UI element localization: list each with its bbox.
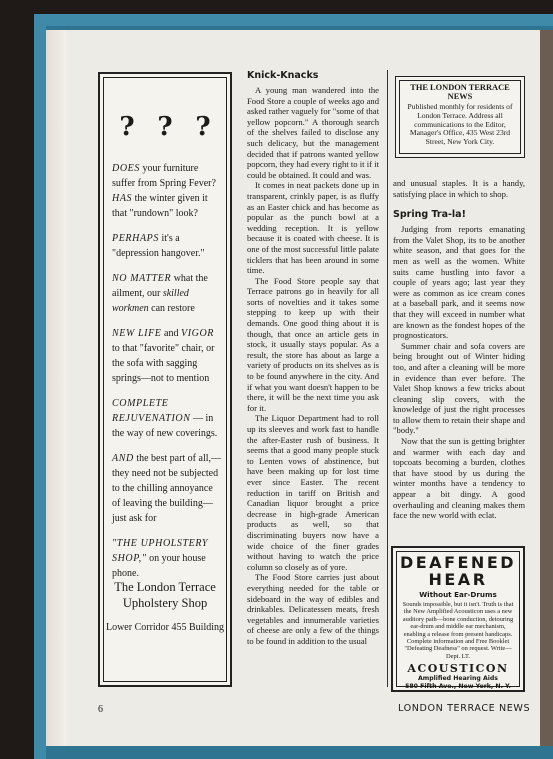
running-footer: LONDON TERRACE NEWS (398, 703, 531, 714)
article-paragraph: It comes in neat packets done up in transparent, crinkly paper, is as fluffy as an Easter chick and has become as popular as the punch bowl at a wedding reception. It is yellow because it is coated with cheese. It is one of the most successful little palate ticklers that has been around in some time. (247, 180, 379, 276)
right-column (393, 178, 525, 521)
shop-name: The London Terrace Upholstery Shop (114, 580, 216, 610)
article-paragraph: Judging from reports emanating from the Valet Shop, its to be another white season, and that goes for the men as well as the women. White suits came hustling into favor a couple of years ago; last year they were as common as ice cream cones at a baseball park, and it seems now that they will exceed in number what are known as the fondest hopes of the prognosticators. (393, 224, 525, 341)
article-paragraph: The Food Store carries just about everything needed for the table or sideboard in the way of edibles and drinkables. Delicatessen meats, fresh vegetables and innumerable varieties of cheese are only a few of the things to be found in addition to the usual (247, 572, 379, 646)
article-continuation: and unusual staples. It is a handy, satisfying place in which to shop. (393, 178, 525, 199)
ad-address: 580 Fifth Ave., New York, N. Y. (405, 682, 511, 690)
ad-paragraph: NEW LIFE and VIGOR to that "favorite" chair, or the sofa with sagging springs—not to mention (112, 328, 215, 384)
article-paragraph: Now that the sun is getting brighter and warmer with each day and topcoats becoming a burden, clothes that have stood by us during the winter months have a tendency to appear a bit dingy. A good overhauling and cleaning makes them face the new world with eclat. (393, 436, 525, 521)
article-paragraph: Summer chair and sofa covers are being brought out of Winter hiding too, and after a cleaning will be more in evidence than ever before. The Valet Shop knows a few tricks about cleaning slip covers, with the knowledge of just the right processes to allow them to retain their shape and "body." (393, 340, 525, 436)
article-heading: Spring Tra-la! (393, 209, 466, 221)
publication-notice (395, 76, 525, 158)
ad-brand: ACOUSTICON (407, 662, 509, 676)
ad-body: Sounds impossible, but it isn't. Truth is that the New Amplified Acousticon uses a new auditory path—bone conduction, detouring ear-drum and middle ear mechanism, enabling a release from present handicaps. Complete information and Free Booklet "Defeating Deafness" on request. Write—Dept. LT. (402, 601, 514, 660)
publication-notice-inner (399, 80, 521, 154)
upholstery-ad (98, 72, 232, 687)
notice-body: Published monthly for residents of London Terrace. Address all communications to the Editor, Manager's Office, 435 West 23rd Street, New York City. (407, 102, 513, 147)
question-mark: ? (195, 112, 211, 142)
question-mark: ? (157, 112, 173, 142)
ad-paragraph: "THE UPHOLSTERY SHOP," on your house phone. (112, 538, 209, 579)
column-rule (387, 70, 388, 687)
ad-tagline: Amplified Hearing Aids (417, 675, 498, 683)
article-heading: Knick-Knacks (247, 70, 319, 81)
hearing-aid-ad (391, 546, 525, 692)
hearing-aid-ad-inner-border (396, 551, 520, 687)
page-spine (46, 30, 66, 746)
notice-title: THE LONDON TERRACE NEWS (410, 83, 510, 101)
facing-page-edge (540, 30, 553, 746)
page-number: 6 (98, 704, 103, 715)
ad-paragraph: COMPLETE REJUVENATION — in the way of new coverings. (112, 398, 218, 439)
article-paragraph: A young man wandered into the Food Store a couple of weeks ago and asked rather vaguely for "some of that yellow popcorn." A thorough search of the shelves failed to disclose any such delicacy, but the management decided that if patrons wanted yellow popcorn, they had every right to it if it could be obtained. It could and was. (247, 85, 379, 180)
shop-location: Lower Corridor 455 Building (105, 622, 225, 633)
ad-headline: HEAR (428, 570, 488, 589)
question-mark: ? (119, 112, 135, 142)
upholstery-ad-signature (100, 579, 230, 635)
upholstery-ad-copy (112, 161, 222, 591)
ad-paragraph: DOES your furniture suffer from Spring Fever? HAS the winter given it that "rundown" look? (112, 163, 216, 219)
ad-paragraph: NO MATTER what the ailment, our skilled workmen can restore (112, 273, 208, 314)
ad-subheadline: Without Ear-Drums (419, 590, 497, 599)
ad-paragraph: AND the best part of all,—they need not be subjected to the chilling annoyance of leaving the building—just ask for (112, 453, 222, 524)
ad-paragraph: PERHAPS it's a "depression hangover." (112, 233, 205, 259)
article-paragraph: The Liquor Department had to roll up its sleeves and work fast to handle the after-Easter rush of business. It seems that a good many people stuck to Lenten vows of abstinence, but have been making up for lost time ever since Easter. The recent reduction in tariff on British and Canadian liquor brought a price decrease in high-grade American products as well, so that discriminating buyers now have a wide choice of the finer grades without having to watch the price column so closely as of yore. (247, 413, 379, 572)
article-paragraph: The Food Store people say that Terrace patrons go in heavily for all sorts of novelties and it takes some stepping to keep up with their demands. One good thing about it is though, that once an article gets in stock, it usually stays popular. As a result, the store has about as large a variety of products on its shelves as is to be found anywhere in the city. And if what you want doesn't happen to be there, it will be the next time you ask for it. (247, 275, 379, 413)
knick-knacks-article (247, 70, 379, 646)
ad-headline: DEAFENED (399, 553, 517, 572)
question-marks (100, 112, 230, 142)
